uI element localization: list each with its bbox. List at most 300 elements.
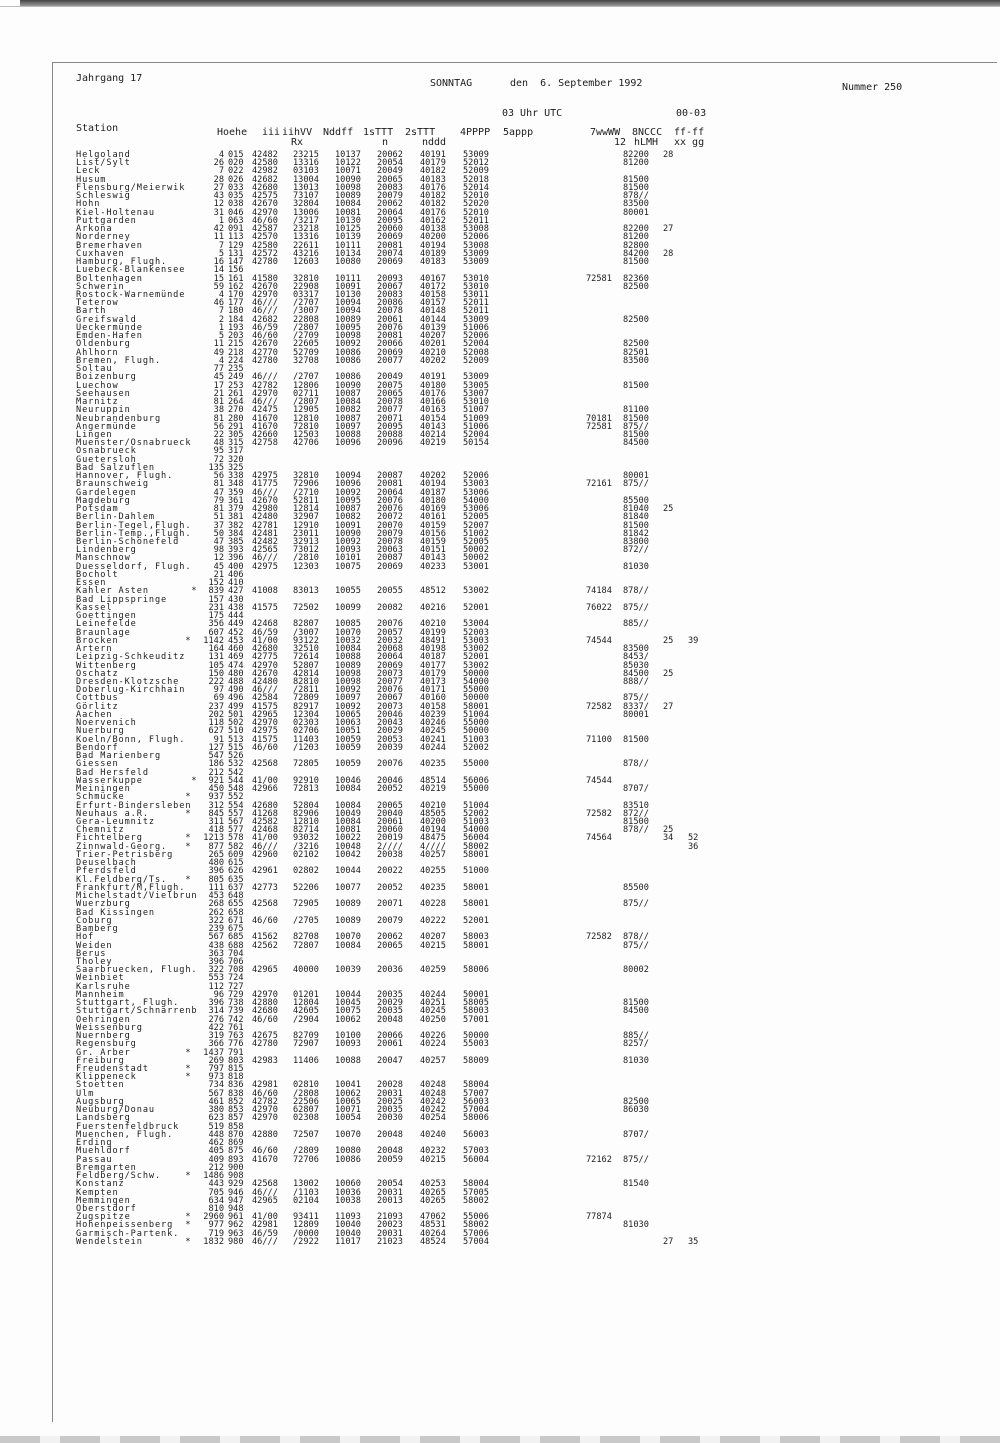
- station-name: Neubrandenburg: [76, 413, 162, 424]
- station-name: Bocholt: [76, 569, 119, 580]
- group-iihvv: 46/60: [252, 1088, 278, 1099]
- group-2sttt: 20048: [377, 1129, 403, 1140]
- group-4pppp: 40245: [420, 1006, 446, 1017]
- group-1sttt: 10084: [335, 199, 361, 210]
- station-name: Berlin-Schönefeld: [76, 537, 180, 548]
- station-id: 578: [228, 833, 244, 844]
- group-4pppp: 40248: [420, 1080, 446, 1091]
- group-nddff: 72907: [293, 1039, 319, 1050]
- group-iihvv: 46///: [252, 841, 278, 852]
- group-5appp: 52006: [463, 232, 489, 243]
- group-iihvv: 41575: [252, 734, 278, 745]
- station-id: 264: [228, 397, 244, 408]
- group-2sttt: 20095: [377, 215, 403, 226]
- group-1sttt: 10042: [335, 849, 361, 860]
- station-name: Nuernberg: [76, 1031, 131, 1042]
- station-name: Aachen: [76, 709, 113, 720]
- group-2sttt: 20060: [377, 825, 403, 836]
- group-4pppp: 40162: [420, 215, 446, 226]
- station-altitude: 311: [208, 816, 224, 827]
- station-name: Kiel-Holtenau: [76, 207, 155, 218]
- group-4pppp: 40179: [420, 668, 446, 679]
- station-id: 427: [228, 586, 244, 597]
- group-1sttt: 10082: [335, 405, 361, 416]
- group-iihvv: 42568: [252, 1179, 278, 1190]
- station-id: 325: [228, 462, 244, 473]
- group-2sttt: 20057: [377, 627, 403, 638]
- station-altitude: 4: [218, 289, 224, 300]
- group-nddff: 22611: [293, 240, 319, 251]
- station-altitude: 91: [213, 734, 224, 745]
- group-5appp: 53009: [463, 150, 489, 160]
- group-5appp: 52005: [463, 537, 489, 548]
- group-5appp: 52012: [463, 158, 489, 169]
- station-id: 320: [228, 454, 244, 465]
- group-2sttt: 20066: [377, 1031, 403, 1042]
- group-4pppp: 40176: [420, 388, 446, 399]
- group-nddff: 13316: [293, 158, 319, 169]
- station-name: Görlitz: [76, 701, 119, 712]
- group-8nccc: 878//: [623, 586, 649, 597]
- station-altitude: 79: [213, 495, 224, 506]
- station-altitude: 396: [208, 956, 224, 967]
- group-nddff: 22908: [293, 281, 319, 292]
- group-4pppp: 40207: [420, 331, 446, 342]
- station-altitude: 21: [213, 388, 224, 399]
- station-id: 026: [228, 174, 244, 185]
- group-nddff: 22808: [293, 314, 319, 325]
- group-2sttt: 20069: [377, 257, 403, 268]
- group-2sttt: 20077: [377, 677, 403, 687]
- station-altitude: 422: [208, 1022, 224, 1033]
- station-name: Neuburg/Donau: [76, 1105, 155, 1116]
- group-8nccc: 85030: [623, 660, 649, 671]
- group-1sttt: 10095: [335, 495, 361, 506]
- station-id: 510: [228, 726, 244, 737]
- group-7wwww: 74564: [586, 833, 612, 844]
- station-name: Berlin-Tegel,Flugh.: [76, 520, 192, 531]
- group-1sttt: 10098: [335, 182, 361, 193]
- group-iihvv: 46/60: [252, 1146, 278, 1157]
- station-name: Dresden-Klotzsche: [76, 677, 180, 687]
- col-7wwww-sub: 12: [614, 137, 627, 148]
- group-2sttt: 20067: [377, 281, 403, 292]
- station-id: 815: [228, 1064, 244, 1075]
- station-altitude: 396: [208, 866, 224, 877]
- group-8nccc: 83800: [623, 537, 649, 548]
- group-nddff: 32907: [293, 512, 319, 523]
- group-4pppp: 40139: [420, 322, 446, 333]
- station-id: 033: [228, 182, 244, 193]
- station-name: Karlsruhe: [76, 981, 131, 992]
- group-1sttt: 10090: [335, 380, 361, 391]
- station-altitude: 46: [213, 298, 224, 309]
- group-8nccc: 81200: [623, 232, 649, 243]
- col-8nccc: 8NCCC: [632, 127, 663, 138]
- group-1sttt: 10130: [335, 215, 361, 226]
- group-iihvv: 46///: [252, 306, 278, 317]
- group-2sttt: 20069: [377, 347, 403, 358]
- group-iihvv: 42970: [252, 289, 278, 300]
- station-name: Bad Hersfeld: [76, 767, 149, 778]
- group-5appp: 52018: [463, 174, 489, 185]
- station-id: 113: [228, 232, 244, 243]
- group-iihvv: 46/60: [252, 742, 278, 753]
- group-nddff: 23218: [293, 224, 319, 235]
- station-altitude: 22: [213, 429, 224, 440]
- station-id: 900: [228, 1162, 244, 1173]
- station-altitude: 1486: [203, 1171, 224, 1182]
- group-nddff: 12503: [293, 429, 319, 440]
- group-1sttt: 10092: [335, 685, 361, 696]
- station-altitude: 396: [208, 998, 224, 1009]
- station-id: 648: [228, 891, 244, 902]
- group-5appp: 56004: [463, 833, 489, 844]
- station-id: 739: [228, 1006, 244, 1017]
- group-8nccc: 81500: [623, 816, 649, 827]
- group-nddff: 42605: [293, 1006, 319, 1017]
- group-1sttt: 10062: [335, 1088, 361, 1099]
- station-id: 147: [228, 257, 244, 268]
- group-1sttt: 10081: [335, 207, 361, 218]
- group-nddff: 72906: [293, 479, 319, 490]
- station-name: Berus: [76, 948, 107, 959]
- group-nddff: 13316: [293, 232, 319, 243]
- station-name: Braunschweig: [76, 479, 149, 490]
- group-4pppp: 48514: [420, 775, 446, 786]
- group-2sttt: 20053: [377, 734, 403, 745]
- group-5appp: 53010: [463, 397, 489, 408]
- group-1sttt: 10086: [335, 1154, 361, 1165]
- group-5appp: 50002: [463, 553, 489, 564]
- group-iihvv: 41268: [252, 808, 278, 819]
- date-label: den 6. September 1992: [510, 78, 643, 89]
- station-altitude: 4: [218, 150, 224, 160]
- group-2sttt: 20087: [377, 471, 403, 482]
- group-iihvv: 41/00: [252, 775, 278, 786]
- station-altitude: 27: [213, 182, 224, 193]
- group-8nccc: 875//: [623, 1154, 649, 1165]
- station-id: 129: [228, 240, 244, 251]
- col-2sttt: 2sTTT: [405, 127, 436, 138]
- group-7wwww: 74544: [586, 635, 612, 646]
- group-2sttt: 20061: [377, 314, 403, 325]
- station-id: 818: [228, 1072, 244, 1083]
- group-1sttt: 10075: [335, 1006, 361, 1017]
- group-8nccc: 82500: [623, 1096, 649, 1107]
- station-name: Osnabrueck: [76, 446, 137, 457]
- station-altitude: 59: [213, 281, 224, 292]
- station-name: Oldenburg: [76, 339, 131, 350]
- group-1sttt: 10087: [335, 388, 361, 399]
- group-iihvv: 46///: [252, 487, 278, 498]
- group-nddff: 22605: [293, 339, 319, 350]
- group-iihvv: 42660: [252, 429, 278, 440]
- station-id: 761: [228, 1022, 244, 1033]
- group-4pppp: 40244: [420, 989, 446, 1000]
- station-name: Gera-Leumnitz: [76, 816, 155, 827]
- group-4pppp: 40264: [420, 1228, 446, 1239]
- group-nddff: 03103: [293, 166, 319, 177]
- group-5appp: 52006: [463, 471, 489, 482]
- station-id: 280: [228, 413, 244, 424]
- group-nddff: 43216: [293, 248, 319, 259]
- group-5appp: 52011: [463, 306, 489, 317]
- station-name: Schmücke *: [76, 792, 192, 803]
- group-iihvv: 42582: [252, 816, 278, 827]
- group-2sttt: 20031: [377, 1187, 403, 1198]
- group-nddff: 12905: [293, 405, 319, 416]
- station-id: 947: [228, 1195, 244, 1206]
- group-8nccc: 84200: [623, 248, 649, 259]
- group-5appp: 51004: [463, 709, 489, 720]
- group-2sttt: 20077: [377, 405, 403, 416]
- station-altitude: 81: [213, 504, 224, 515]
- group-1sttt: 10090: [335, 528, 361, 539]
- station-id: 430: [228, 594, 244, 605]
- station-name: Berlin-Dahlem: [76, 512, 155, 523]
- group-4pppp: 40144: [420, 314, 446, 325]
- station-name: Soltau: [76, 364, 113, 375]
- group-1sttt: 10097: [335, 693, 361, 704]
- group-8nccc: 81842: [623, 528, 649, 539]
- group-iihvv: 42780: [252, 257, 278, 268]
- group-4pppp: 40202: [420, 471, 446, 482]
- group-5appp: 52001: [463, 602, 489, 613]
- station-name: Deuselbach: [76, 858, 137, 869]
- group-4pppp: 40200: [420, 232, 446, 243]
- group-8nccc: 81840: [623, 512, 649, 523]
- group-nddff: /2808: [293, 1088, 319, 1099]
- group-4pppp: 40151: [420, 545, 446, 556]
- group-1sttt: 10044: [335, 866, 361, 877]
- station-altitude: 28: [213, 174, 224, 185]
- group-8nccc: 81100: [623, 405, 649, 416]
- station-name: Zugspitze *: [76, 1212, 192, 1223]
- station-altitude: 409: [208, 1154, 224, 1165]
- group-4pppp: 40182: [420, 199, 446, 210]
- station-name: Hof: [76, 932, 95, 943]
- group-iihvv: 42782: [252, 380, 278, 391]
- group-nddff: 92910: [293, 775, 319, 786]
- station-altitude: 42: [213, 224, 224, 235]
- group-2sttt: 20065: [377, 940, 403, 951]
- group-5appp: 56003: [463, 1129, 489, 1140]
- group-8nccc: 83500: [623, 355, 649, 366]
- group-iihvv: 42568: [252, 899, 278, 910]
- station-id: 449: [228, 619, 244, 630]
- group-1sttt: 10092: [335, 537, 361, 548]
- group-4pppp: 40158: [420, 701, 446, 712]
- station-id: 763: [228, 1031, 244, 1042]
- group-nddff: 82708: [293, 932, 319, 943]
- station-altitude: 69: [213, 693, 224, 704]
- group-ff: 34: [663, 833, 674, 844]
- group-1sttt: 10088: [335, 1055, 361, 1066]
- group-ff: 25: [663, 635, 674, 646]
- col-hoehe: Hoehe: [217, 127, 248, 138]
- group-nddff: 02711: [293, 388, 319, 399]
- station-name: Emden-Hafen: [76, 331, 143, 342]
- station-name: Kempten: [76, 1187, 119, 1198]
- group-iihvv: 42770: [252, 347, 278, 358]
- group-4pppp: 40183: [420, 257, 446, 268]
- group-iihvv: 42880: [252, 998, 278, 1009]
- group-5appp: 50000: [463, 668, 489, 679]
- group-5appp: 57001: [463, 1014, 489, 1025]
- group-2sttt: 20031: [377, 1088, 403, 1099]
- group-5appp: 51000: [463, 866, 489, 877]
- group-1sttt: 10084: [335, 644, 361, 655]
- group-1sttt: 10130: [335, 289, 361, 300]
- group-7wwww: 76022: [586, 602, 612, 613]
- group-8nccc: 8337/: [623, 701, 649, 712]
- group-7wwww: 72161: [586, 479, 612, 490]
- group-4pppp: 40248: [420, 1088, 446, 1099]
- col-nddff: Nddff: [323, 127, 354, 138]
- group-nddff: 13002: [293, 1179, 319, 1190]
- station-altitude: 17: [213, 380, 224, 391]
- group-nddff: /2807: [293, 397, 319, 408]
- group-2sttt: 20076: [377, 685, 403, 696]
- group-2sttt: 20022: [377, 866, 403, 877]
- group-2sttt: 20078: [377, 306, 403, 317]
- group-4pppp: 40180: [420, 495, 446, 506]
- station-altitude: 567: [208, 932, 224, 943]
- station-altitude: 262: [208, 907, 224, 918]
- group-1sttt: 10098: [335, 668, 361, 679]
- group-ff: 27: [663, 224, 674, 235]
- station-altitude: 567: [208, 1088, 224, 1099]
- station-name: Mannheim: [76, 989, 125, 1000]
- group-5appp: 57003: [463, 1146, 489, 1157]
- group-8nccc: 84500: [623, 1006, 649, 1017]
- station-name: Freiburg: [76, 1055, 125, 1066]
- group-5appp: 52007: [463, 520, 489, 531]
- station-altitude: 845: [208, 808, 224, 819]
- group-8nccc: 82500: [623, 281, 649, 292]
- group-5appp: 53006: [463, 487, 489, 498]
- group-1sttt: 10089: [335, 314, 361, 325]
- group-iihvv: 42670: [252, 199, 278, 210]
- station-altitude: 634: [208, 1195, 224, 1206]
- group-iihvv: 42475: [252, 405, 278, 416]
- group-5appp: 53009: [463, 257, 489, 268]
- group-1sttt: 10084: [335, 940, 361, 951]
- group-4pppp: 40210: [420, 619, 446, 630]
- group-2sttt: 20070: [377, 520, 403, 531]
- station-name: Stuttgart/Schnarrenb: [76, 1006, 198, 1017]
- station-id: 215: [228, 339, 244, 350]
- station-id: 224: [228, 355, 244, 366]
- group-5appp: 52001: [463, 915, 489, 926]
- group-2sttt: 20075: [377, 380, 403, 391]
- group-8nccc: 875//: [623, 899, 649, 910]
- group-iihvv: 46///: [252, 372, 278, 383]
- group-iihvv: 42775: [252, 652, 278, 663]
- group-nddff: 52807: [293, 660, 319, 671]
- col-7wwww: 7wwWW: [590, 127, 621, 138]
- station-altitude: 973: [208, 1072, 224, 1083]
- jahrgang-label: Jahrgang 17: [76, 73, 143, 84]
- station-altitude: 186: [208, 759, 224, 770]
- group-4pppp: 40265: [420, 1195, 446, 1206]
- station-altitude: 1437: [203, 1047, 224, 1058]
- group-ff: 28: [663, 248, 674, 259]
- group-iihvv: 42970: [252, 1105, 278, 1116]
- station-altitude: 26: [213, 158, 224, 169]
- station-id: 348: [228, 479, 244, 490]
- station-id: 515: [228, 742, 244, 753]
- station-altitude: 356: [208, 619, 224, 630]
- group-2sttt: 20076: [377, 759, 403, 770]
- group-2sttt: 20095: [377, 421, 403, 432]
- station-id: 270: [228, 405, 244, 416]
- station-name: Wasserkuppe *: [76, 775, 198, 786]
- group-1sttt: 10022: [335, 833, 361, 844]
- group-8nccc: 872//: [623, 808, 649, 819]
- group-1sttt: 10044: [335, 989, 361, 1000]
- group-2sttt: 20065: [377, 388, 403, 399]
- station-altitude: 237: [208, 701, 224, 712]
- station-altitude: 1832: [203, 1236, 224, 1247]
- group-nddff: 52206: [293, 882, 319, 893]
- station-altitude: 5: [218, 248, 224, 259]
- group-iihvv: 42572: [252, 248, 278, 259]
- station-altitude: 627: [208, 726, 224, 737]
- station-altitude: 127: [208, 742, 224, 753]
- group-5appp: 50000: [463, 693, 489, 704]
- group-iihvv: 42982: [252, 166, 278, 177]
- station-name: Landsberg: [76, 1113, 131, 1124]
- station-id: 400: [228, 561, 244, 572]
- group-nddff: /3007: [293, 306, 319, 317]
- group-2sttt: 20081: [377, 240, 403, 251]
- station-id: 869: [228, 1138, 244, 1149]
- station-id: 161: [228, 273, 244, 284]
- station-name: Konstanz: [76, 1179, 125, 1190]
- station-id: 626: [228, 866, 244, 877]
- group-nddff: 72805: [293, 759, 319, 770]
- station-id: 742: [228, 1014, 244, 1025]
- station-name: Frankfurt/M,Flugh.: [76, 882, 186, 893]
- group-1sttt: 10084: [335, 816, 361, 827]
- group-5appp: 53008: [463, 224, 489, 235]
- col-ff: ff-ff: [674, 127, 705, 138]
- group-2sttt: 20064: [377, 487, 403, 498]
- group-nddff: /2922: [293, 1236, 319, 1247]
- group-7wwww: 77874: [586, 1212, 612, 1223]
- group-2sttt: 20076: [377, 619, 403, 630]
- group-1sttt: 10100: [335, 1031, 361, 1042]
- group-5appp: 57007: [463, 1088, 489, 1099]
- station-altitude: 12: [213, 199, 224, 210]
- station-name: Leck: [76, 166, 101, 177]
- group-4pppp: 40180: [420, 380, 446, 391]
- group-8nccc: 84500: [623, 438, 649, 449]
- station-altitude: 97: [213, 685, 224, 696]
- station-id: 655: [228, 899, 244, 910]
- group-nddff: 12804: [293, 998, 319, 1009]
- group-nddff: 12810: [293, 816, 319, 827]
- group-7wwww: 72582: [586, 808, 612, 819]
- station-altitude: 405: [208, 1146, 224, 1157]
- group-nddff: 42814: [293, 668, 319, 679]
- group-iihvv: 42587: [252, 224, 278, 235]
- station-id: 035: [228, 191, 244, 202]
- group-iihvv: 42680: [252, 1006, 278, 1017]
- group-2sttt: 20078: [377, 537, 403, 548]
